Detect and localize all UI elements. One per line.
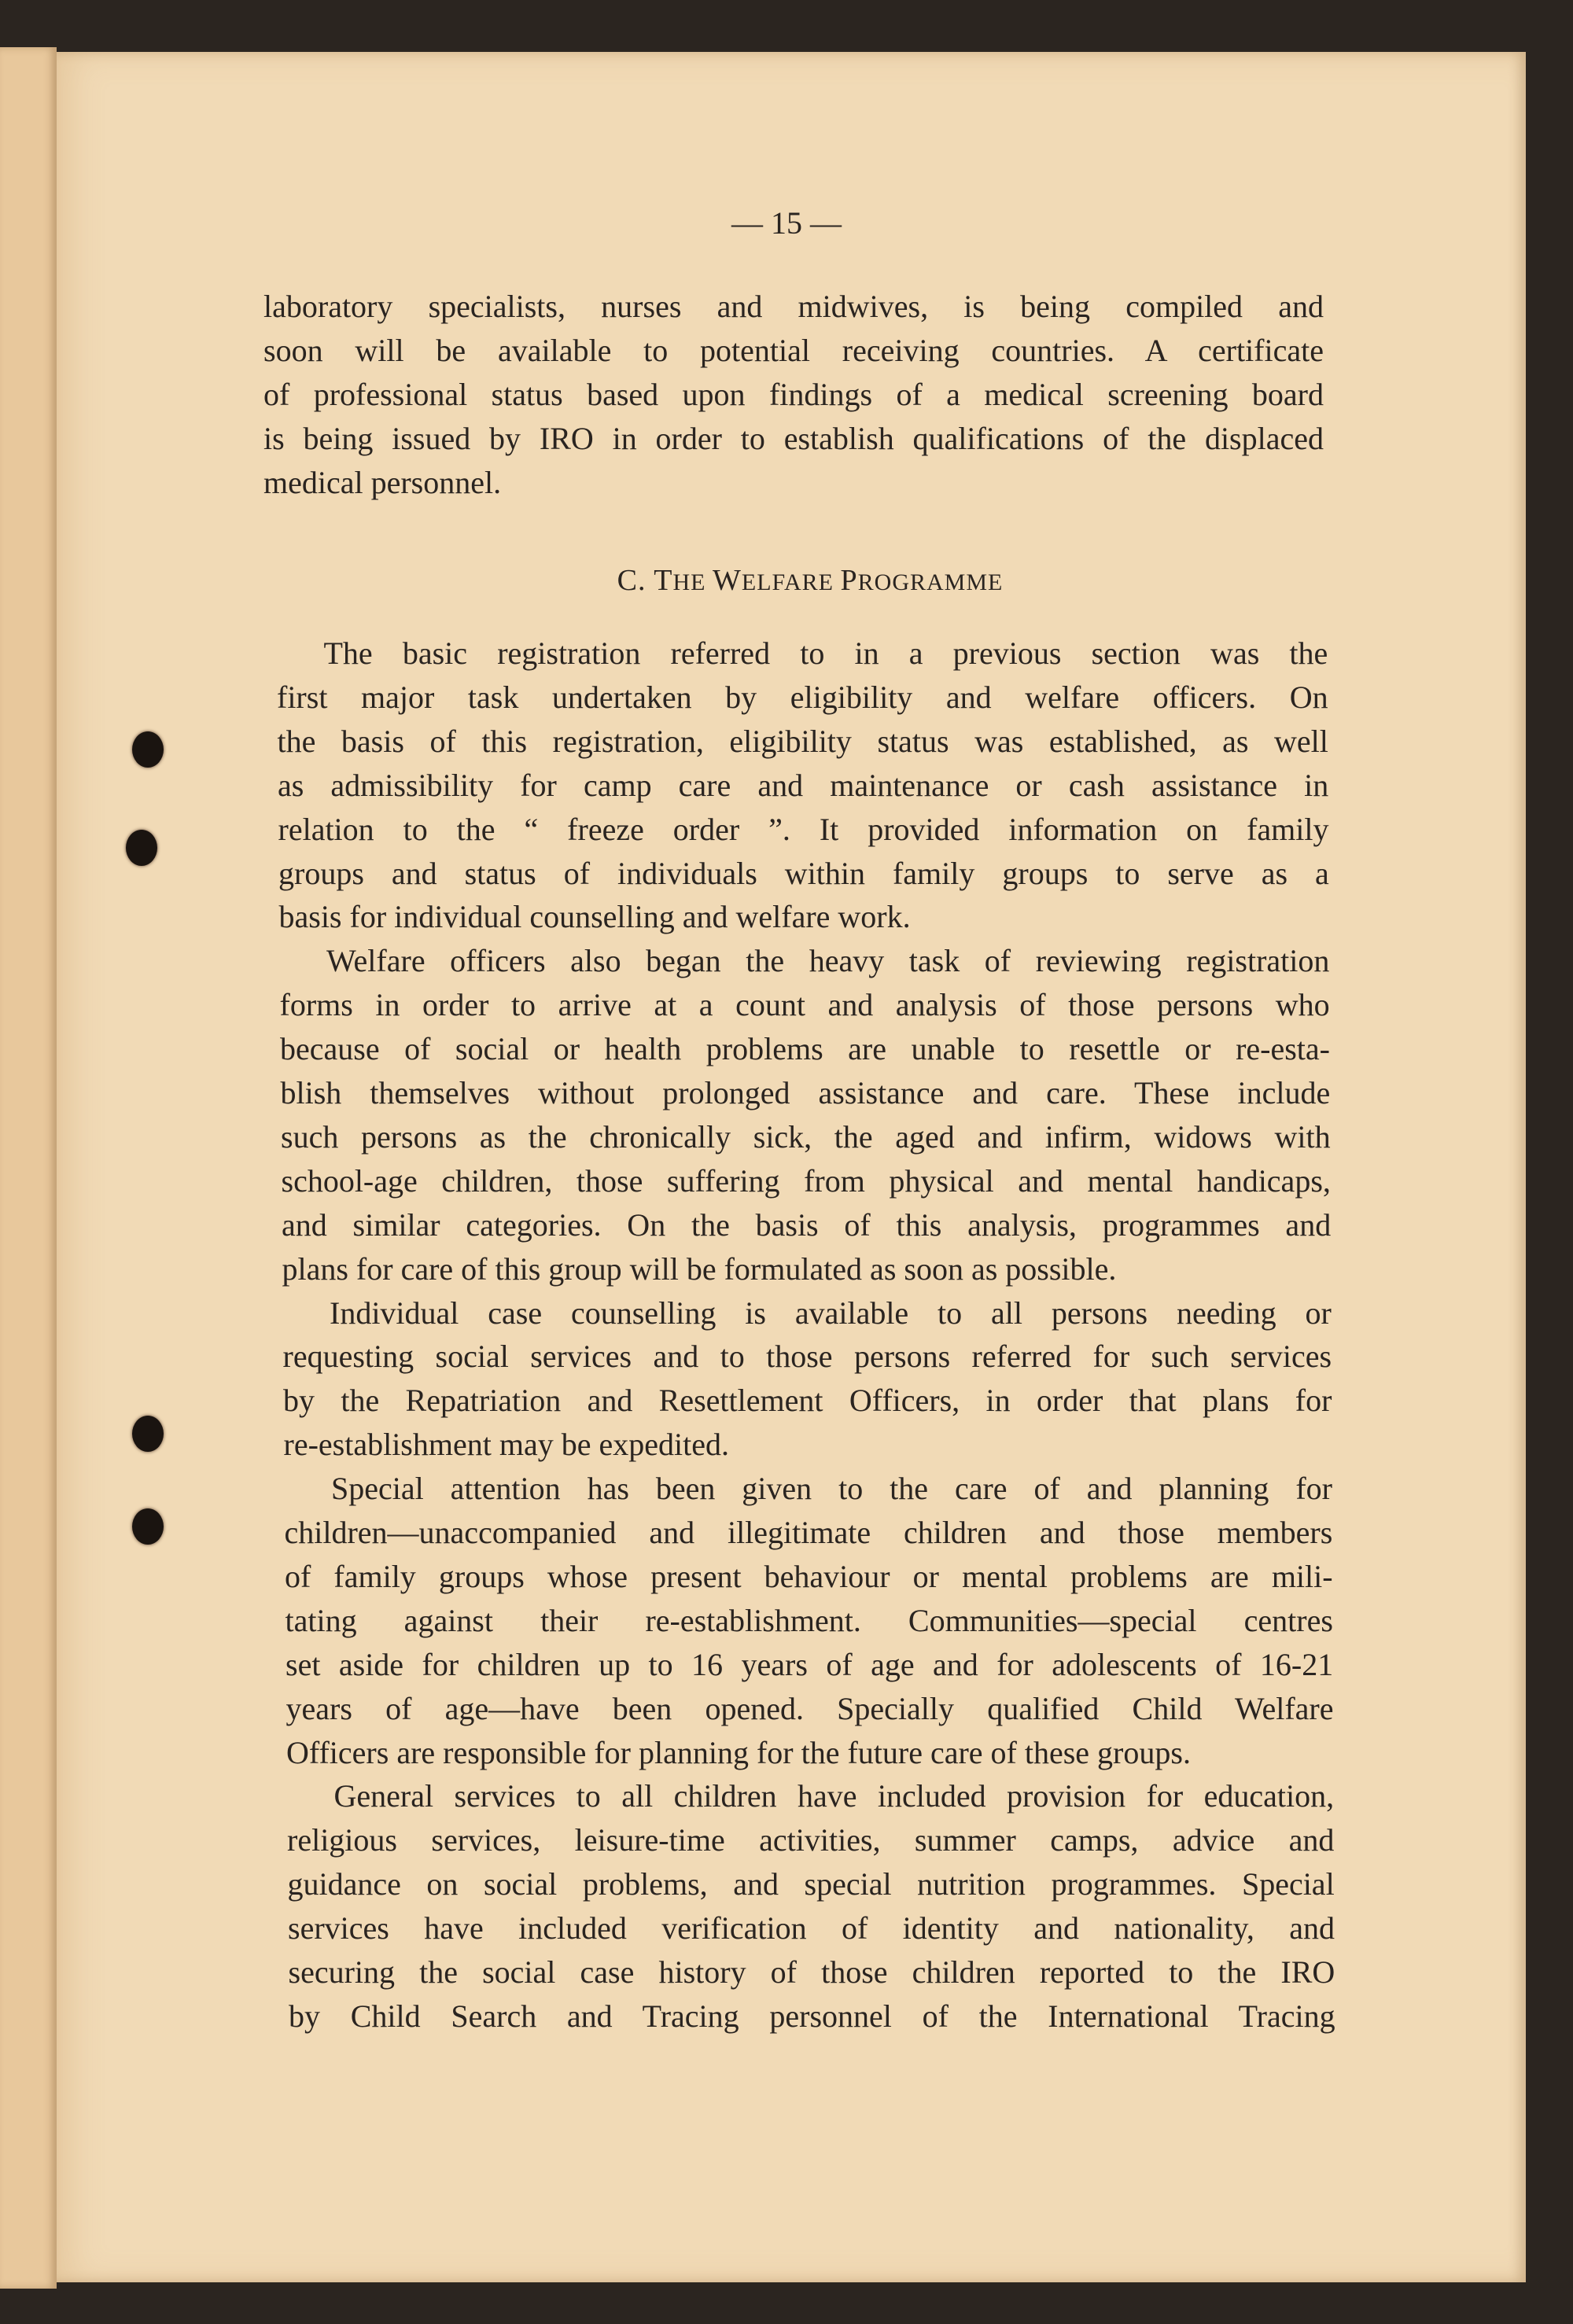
text-line: of family groups whose present behaviour or mental problems are mili-: [285, 1558, 1333, 1594]
section-heading: [0, 563, 1573, 598]
text-line: groups and status of individuals within family groups to serve as a: [278, 855, 1329, 891]
text-line: and similar categories. On the basis of this analysis, programmes and: [282, 1206, 1332, 1243]
paragraph-first-line: Special attention has been given to the care of and planning for: [331, 1471, 1332, 1507]
text-line: tating against their re-establishment. Communities—special centres: [285, 1602, 1333, 1638]
text-line: religious services, leisure-time activities, summer camps, advice and: [287, 1822, 1335, 1858]
text-line: years of age—have been opened. Specially qualified Child Welfare: [285, 1690, 1334, 1726]
punch-hole: [132, 1416, 164, 1452]
punch-hole: [126, 830, 157, 866]
text-line: is being issued by IRO in order to establish qualifications of the displaced: [263, 420, 1324, 456]
text-line: laboratory specialists, nurses and midwives, is being compiled and: [263, 289, 1324, 324]
text-line: guidance on social problems, and special nutrition programmes. Special: [287, 1866, 1335, 1902]
text-line: relation to the “ freeze order ”. It provided information on family: [278, 811, 1329, 847]
text-line: re-establishment may be expedited.: [283, 1427, 729, 1463]
text-line: school-age children, those suffering from physical and mental handicaps,: [281, 1162, 1331, 1199]
heading-part: HE: [672, 569, 713, 595]
text-line: by the Repatriation and Resettlement Officers, in order that plans for: [283, 1383, 1332, 1419]
adjacent-page-edge: [0, 47, 57, 2289]
heading-part: C. T: [617, 564, 673, 597]
text-line: forms in order to arrive at a count and analysis of those persons who: [279, 987, 1330, 1023]
text-line: by Child Search and Tracing personnel of the International Tracing: [289, 1998, 1335, 2034]
text-line: blish themselves without prolonged assistance and care. These include: [280, 1075, 1331, 1110]
text-line: basis for individual counselling and welfare work.: [278, 899, 911, 935]
text-line: plans for care of this group will be formulated as soon as possible.: [282, 1250, 1117, 1287]
text-line: Officers are responsible for planning for the future care of these groups.: [286, 1734, 1191, 1770]
heading-part: P: [840, 564, 858, 597]
heading-part: ELFARE: [741, 569, 841, 595]
heading-part: ROGRAMME: [857, 569, 1004, 595]
heading-part: W: [713, 564, 742, 597]
text-line: children—unaccompanied and illegitimate children and those members: [284, 1515, 1333, 1550]
text-line: requesting social services and to those persons referred for such services: [282, 1339, 1332, 1375]
text-line: set aside for children up to 16 years of age and for adolescents of 16-21: [285, 1646, 1334, 1682]
text-line: soon will be available to potential receiving countries. A certificate: [263, 332, 1324, 368]
page-number: — 15 —: [731, 205, 842, 241]
paragraph-first-line: The basic registration referred to in a previous section was the: [323, 635, 1328, 671]
text-line: medical personnel.: [263, 464, 502, 500]
text-line: services have included verification of identity and nationality, and: [288, 1910, 1335, 1946]
paragraph-first-line: Welfare officers also began the heavy task of reviewing registration: [326, 943, 1330, 979]
punch-hole: [132, 1508, 164, 1545]
punch-hole: [132, 731, 164, 768]
text-line: as admissibility for camp care and maintenance or cash assistance in: [278, 767, 1329, 803]
text-line: because of social or health problems are unable to resettle or re-esta-: [280, 1031, 1330, 1067]
paragraph-first-line: General services to all children have included provision for education,: [333, 1778, 1335, 1814]
text-line: securing the social case history of those children reported to the IRO: [288, 1954, 1335, 1990]
text-line: such persons as the chronically sick, the aged and infirm, widows with: [281, 1118, 1331, 1155]
text-line: the basis of this registration, eligibility status was established, as well: [277, 723, 1328, 759]
paragraph-first-line: Individual case counselling is available to all persons needing or: [330, 1295, 1332, 1331]
text-line: first major task undertaken by eligibility and welfare officers. On: [277, 679, 1328, 715]
text-line: of professional status based upon findings of a medical screening board: [263, 376, 1324, 412]
